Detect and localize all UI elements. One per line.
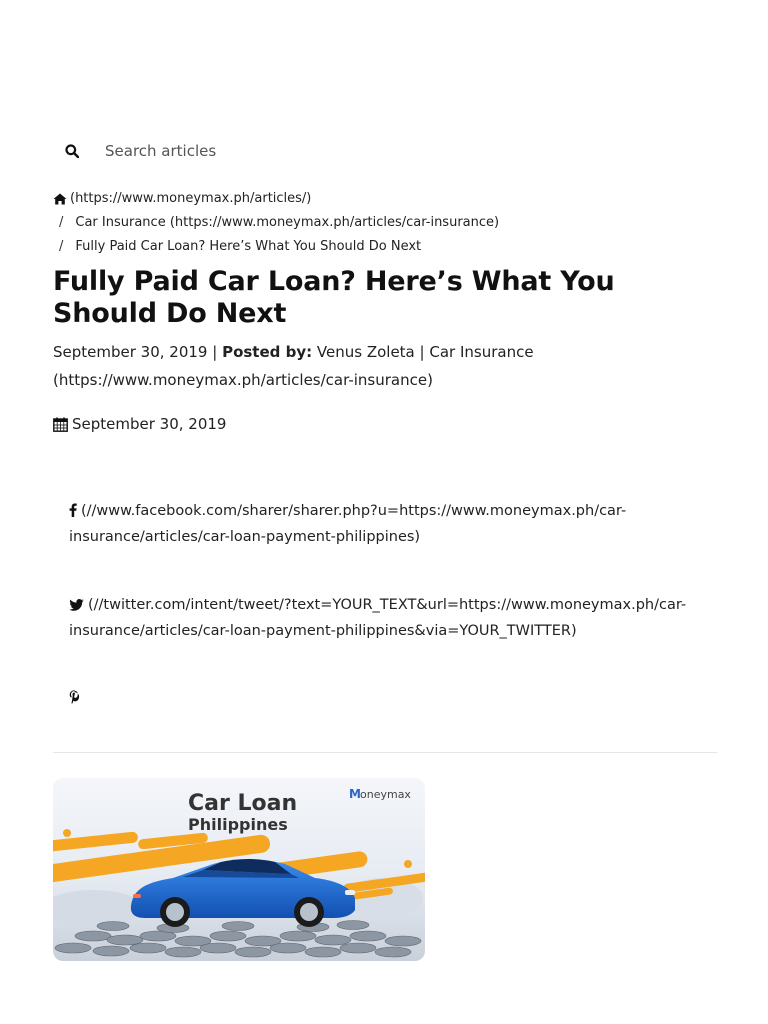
- breadcrumb-category: [53, 211, 713, 235]
- search-icon[interactable]: [53, 132, 91, 170]
- calendar-date-text: September 30, 2019: [72, 415, 227, 433]
- pinterest-icon[interactable]: [69, 688, 80, 712]
- breadcrumb-home: [53, 187, 713, 211]
- breadcrumb-current: [53, 235, 713, 259]
- hero-heading-line1: Car Loan: [188, 791, 298, 816]
- search-input[interactable]: [103, 141, 407, 161]
- hero-image: [53, 778, 425, 961]
- author-link[interactable]: Venus Zoleta: [316, 343, 415, 361]
- facebook-share-link[interactable]: (//www.facebook.com/sharer/sharer.php?u=https://www.moneymax.ph/car-insurance/articles/car-loan-payment-philippines): [69, 503, 627, 545]
- share-pinterest: [69, 686, 709, 712]
- divider: [53, 752, 717, 753]
- meta-separator: |: [414, 343, 430, 361]
- page-title: Fully Paid Car Loan? Here’s What You Should Do Next: [53, 266, 615, 329]
- twitter-icon[interactable]: [69, 595, 84, 619]
- share-facebook: [69, 499, 709, 549]
- posted-by-label: Posted by:: [222, 343, 313, 361]
- calendar-icon: [53, 417, 68, 432]
- home-icon[interactable]: [53, 193, 67, 205]
- publish-date: September 30, 2019: [53, 343, 208, 361]
- category-link[interactable]: Car Insurance (https://www.moneymax.ph/articles/car-insurance): [53, 343, 534, 389]
- breadcrumb-home-link[interactable]: (https://www.moneymax.ph/articles/): [70, 191, 312, 206]
- search-bar: [53, 132, 473, 170]
- article-meta: [53, 338, 713, 394]
- breadcrumb: [53, 187, 713, 259]
- breadcrumb-separator: /: [59, 239, 64, 254]
- hero-heading-line2: Philippines: [188, 815, 288, 834]
- share-twitter: [69, 593, 709, 643]
- breadcrumb-separator: /: [59, 215, 64, 230]
- breadcrumb-current-label: Fully Paid Car Loan? Here’s What You Should Do Next: [75, 239, 422, 254]
- moneymax-logo: [349, 787, 411, 801]
- brand-initial: M: [349, 787, 361, 801]
- breadcrumb-category-link[interactable]: Car Insurance (https://www.moneymax.ph/articles/car-insurance): [75, 215, 500, 230]
- brand-name: oneymax: [360, 788, 411, 801]
- facebook-icon[interactable]: [69, 501, 77, 525]
- twitter-share-link[interactable]: (//twitter.com/intent/tweet/?text=YOUR_TEXT&url=https://www.moneymax.ph/car-insurance/articles/car-loan-payment-philippines&via=YOUR_TWITTER): [69, 597, 687, 639]
- calendar-date: [53, 412, 226, 436]
- meta-separator: |: [207, 343, 223, 361]
